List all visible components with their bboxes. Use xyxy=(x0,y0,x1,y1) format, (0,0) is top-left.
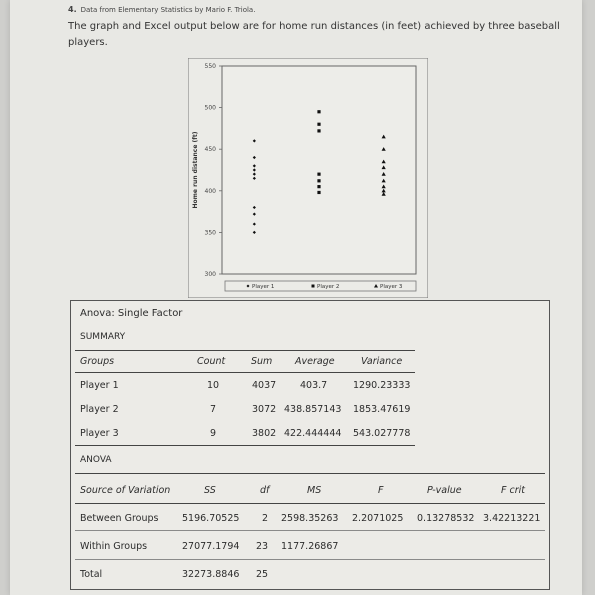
summary-row-3-count: 9 xyxy=(210,428,217,439)
y-tick-label: 500 xyxy=(204,104,216,112)
summary-top-rule xyxy=(75,350,415,351)
anova-header-source: Source of Variation xyxy=(80,485,171,496)
anova-row-between-source: Between Groups xyxy=(80,513,159,524)
anova-row-total-df: 25 xyxy=(256,569,269,580)
anova-row-between-pvalue: 0.13278532 xyxy=(417,513,475,524)
data-source: Data from Elementary Statistics by Mario F. Triola. xyxy=(80,6,256,14)
y-tick-label: 550 xyxy=(204,63,216,70)
y-axis-label: Home run distance (ft) xyxy=(192,131,199,209)
legend-label-player-3: Player 3 xyxy=(380,284,403,290)
summary-row-3-group: Player 3 xyxy=(80,428,119,439)
anova-header-f: F xyxy=(378,485,384,496)
data-point-player-2 xyxy=(317,110,320,113)
summary-row-1-average: 403.7 xyxy=(300,380,328,391)
summary-row-3-average: 422.444444 xyxy=(284,428,342,439)
summary-header-count: Count xyxy=(197,356,226,367)
anova-row-total-source: Total xyxy=(80,569,103,580)
summary-row-3-variance: 543.027778 xyxy=(353,428,411,439)
summary-header-variance: Variance xyxy=(361,356,403,367)
anova-header-pvalue: P-value xyxy=(427,485,462,496)
anova-row-within-df: 23 xyxy=(256,541,269,552)
question-number: 4. xyxy=(68,5,77,14)
anova-header-df: df xyxy=(260,485,270,496)
anova-row-between-ms: 2598.35263 xyxy=(281,513,339,524)
y-tick-label: 350 xyxy=(204,229,216,237)
data-point-player-2 xyxy=(317,123,320,126)
anova-row-between-fcrit: 3.42213221 xyxy=(483,513,541,524)
y-tick-label: 300 xyxy=(204,271,216,278)
home-run-scatter-chart xyxy=(188,58,428,298)
data-point-player-2 xyxy=(317,173,320,176)
anova-row-between-df: 2 xyxy=(262,513,269,524)
summary-row-1-group: Player 1 xyxy=(80,380,119,391)
data-point-player-2 xyxy=(317,185,320,188)
summary-header-sum: Sum xyxy=(251,356,273,367)
data-point-player-2 xyxy=(317,129,320,132)
anova-row-rule-1 xyxy=(75,530,545,531)
summary-row-3-sum: 3802 xyxy=(252,428,277,439)
data-point-player-2 xyxy=(317,179,320,182)
anova-row-total-ss: 32273.8846 xyxy=(182,569,240,580)
anova-header-rule xyxy=(75,503,545,504)
anova-label: ANOVA xyxy=(80,455,112,465)
anova-row-within-source: Within Groups xyxy=(80,541,148,552)
anova-header-ms: MS xyxy=(307,485,322,496)
summary-row-2-variance: 1853.47619 xyxy=(353,404,411,415)
summary-row-1-variance: 1290.23333 xyxy=(353,380,411,391)
data-point-player-2 xyxy=(317,191,320,194)
anova-top-rule xyxy=(75,473,545,474)
summary-header-average: Average xyxy=(295,356,335,367)
legend-label-player-2: Player 2 xyxy=(317,284,340,290)
anova-header-fcrit: F crit xyxy=(501,485,525,496)
anova-output xyxy=(70,300,550,590)
legend-marker-player-2 xyxy=(312,285,315,288)
anova-title: Anova: Single Factor xyxy=(80,308,183,319)
textbook-page xyxy=(10,0,582,595)
y-tick-label: 400 xyxy=(204,187,216,195)
anova-row-rule-2 xyxy=(75,559,545,560)
anova-row-within-ss: 27077.1794 xyxy=(182,541,240,552)
summary-row-2-sum: 3072 xyxy=(252,404,277,415)
summary-row-2-group: Player 2 xyxy=(80,404,119,415)
plot-area xyxy=(222,66,416,274)
legend-label-player-1: Player 1 xyxy=(252,284,275,290)
anova-header-ss: SS xyxy=(204,485,216,496)
summary-bottom-rule xyxy=(75,445,415,446)
summary-row-1-sum: 4037 xyxy=(252,380,277,391)
y-tick-label: 450 xyxy=(204,146,216,154)
anova-row-within-ms: 1177.26867 xyxy=(281,541,339,552)
anova-row-between-f: 2.2071025 xyxy=(352,513,404,524)
question-header xyxy=(68,5,255,14)
summary-row-2-count: 7 xyxy=(210,404,217,415)
summary-label: SUMMARY xyxy=(80,332,126,342)
summary-row-1-count: 10 xyxy=(207,380,220,391)
summary-header-rule xyxy=(75,372,415,373)
anova-row-between-ss: 5196.70525 xyxy=(182,513,240,524)
summary-header-groups: Groups xyxy=(80,356,115,367)
summary-row-2-average: 438.857143 xyxy=(284,404,342,415)
question-intro: The graph and Excel output below are for home run distances (in feet) achieved by three baseball players. xyxy=(68,21,560,48)
